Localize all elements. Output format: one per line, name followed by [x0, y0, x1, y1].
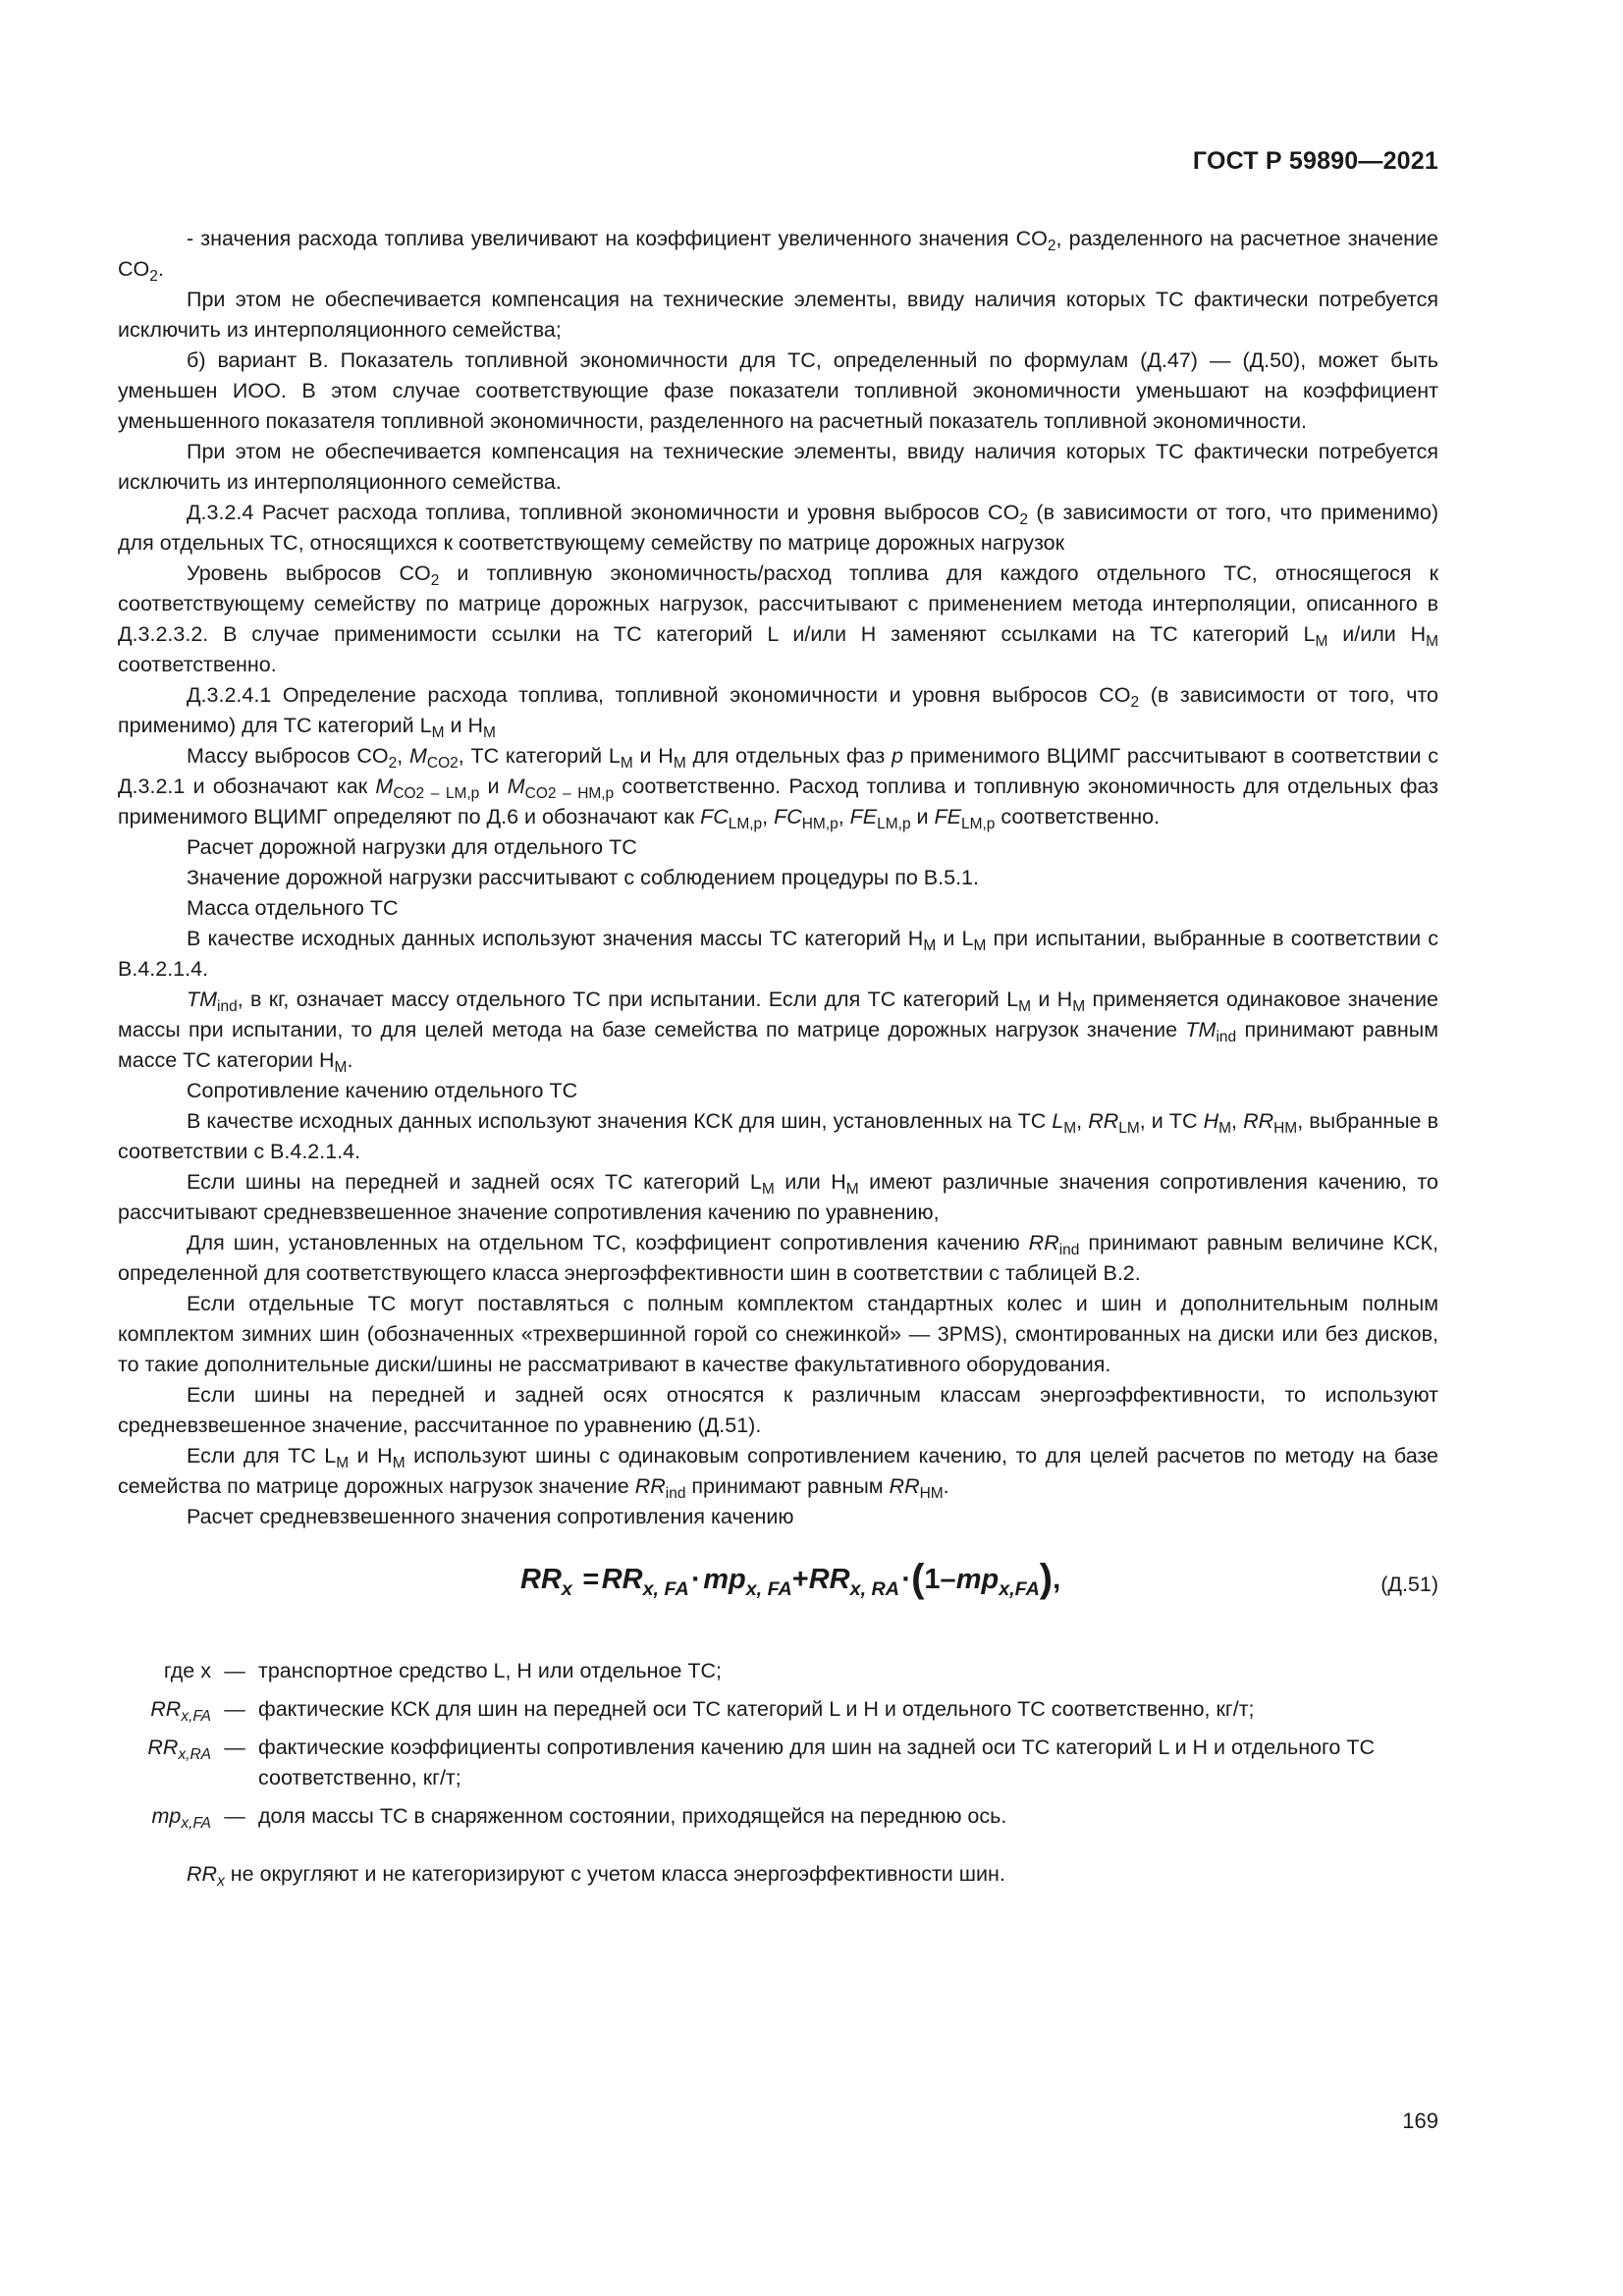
paragraph-p14: Сопротивление качению отдельного ТС — [187, 1079, 578, 1102]
definition-symbol: где x — [163, 1659, 211, 1682]
definition-symbol: $RR_{x,FA}$ — [150, 1697, 211, 1725]
definition-text: фактические коэффициенты сопротивления качению для шин на задней оси ТС категорий L и Н и отдельного ТС соответственно, кг/т; — [258, 1735, 1375, 1789]
definition-text: транспортное средство L, Н или отдельное ТС; — [258, 1659, 723, 1682]
paragraph-list — [118, 224, 1438, 1532]
definition-row — [118, 1801, 1438, 1832]
paragraph-p09: Расчет дорожной нагрузки для отдельного ТС — [187, 835, 637, 859]
definition-row — [118, 1733, 1438, 1793]
paragraph-p20: Если для ТС $L_M$ и $Н_M$ используют шины с одинаковым сопротивлением качению, то для целей расчетов по методу на базе семейства по матрице дорожных нагрузок значение $RR_{ind}$ принимают равным $RR_{НМ}$. — [118, 1444, 1438, 1502]
equation-number: (Д.51) — [1380, 1573, 1438, 1596]
formula-block — [118, 1550, 1438, 1627]
paragraph-p11: Масса отдельного ТС — [187, 896, 399, 920]
paragraph-p21: Расчет средневзвешенного значения сопротивления качению — [187, 1505, 794, 1528]
paragraph-p12: В качестве исходных данных используют значения массы ТС категорий $Н_M$ и $L_M$ при испытании, выбранные в соответствии с В.4.2.1.4. — [118, 927, 1438, 981]
document-header: ГОСТ Р 59890—2021 — [1192, 147, 1438, 175]
definition-symbol: $RR_{x,RA}$ — [147, 1735, 211, 1763]
paragraph-p01: - значения расхода топлива увеличивают на коэффициент увеличенного значения $CO_2$, разделенного на расчетное значение $CO_2$. — [118, 227, 1438, 285]
paragraph-p02: При этом не обеспечивается компенсация на технические элементы, ввиду наличия которых ТС фактически потребуется исключить из интерполяционного семейства; — [118, 288, 1438, 342]
note-paragraph: $RR_x$ не округляют и не категоризируют с учетом класса энергоэффективности шин. — [187, 1862, 1005, 1890]
definition-dash: — — [224, 1735, 245, 1759]
paragraph-p07: Д.3.2.4.1 Определение расхода топлива, топливной экономичности и уровня выбросов $CO_2$ (в зависимости от того, что применимо) для ТС категорий $L_M$ и $Н_M$ — [118, 683, 1439, 741]
paragraph-p06: Уровень выбросов $CO_2$ и топливную экономичность/расход топлива для каждого отдельного ТС, относящегося к соответствующему семейству по матрице дорожных нагрузок, рассчитывают с применением метода интерполяции, описанного в Д.3.2.3.2. В случае применимости ссылки на ТС категорий L и/или Н заменяют ссылками на ТС категорий $L_M$ и/или $Н_M$ соответственно. — [118, 561, 1438, 676]
paragraph-p03: б) вариант В. Показатель топливной экономичности для ТС, определенный по формулам (Д.47) — (Д.50), может быть уменьшен ИОО. В этом случае соответствующие фазе показатели топливной экономичности уменьшают на коэффициент уменьшенного показателя топливной экономичности, разделенного на расчетный показатель топливной экономичности. — [118, 348, 1438, 433]
definition-text: доля массы ТС в снаряженном состоянии, приходящейся на переднюю ось. — [258, 1804, 1007, 1828]
definitions-list — [118, 1656, 1438, 1832]
paragraph-p08: Массу выбросов $CO_2$, $M_{CO2}$, ТС категорий $L_M$ и $Н_M$ для отдельных фаз p применимого ВЦИМГ рассчитывают в соответствии с Д.3.2.1 и обозначают как $M_{CO2 - LM,p}$ и $M_{CO2 - НМ,p}$ соответственно. Расход топлива и топливную экономичность для отдельных фаз применимого ВЦИМГ определяют по Д.6 и обозначают как $FC_{LM,p}$, $FC_{НМ,p}$, $FE_{LM,p}$ и $FE_{LM,p}$ соответственно. — [118, 744, 1439, 832]
definition-symbol: $mp_{x,FA}$ — [151, 1804, 211, 1832]
paragraph-p04: При этом не обеспечивается компенсация на технические элементы, ввиду наличия которых ТС фактически потребуется исключить из интерполяционного семейства. — [118, 440, 1438, 494]
paragraph-p15: В качестве исходных данных используют значения КСК для шин, установленных на ТС $L_M$, $RR_{LM}$, и ТС $H_M$, $RR_{НМ}$, выбранные в соответствии с В.4.2.1.4. — [118, 1109, 1438, 1163]
paragraph-p19: Если шины на передней и задней осях относятся к различным классам энергоэффективности, то используют средневзвешенное значение, рассчитанное по уравнению (Д.51). — [118, 1383, 1438, 1437]
paragraph-p18: Если отдельные ТС могут поставляться с полным комплектом стандартных колес и шин и дополнительным полным комплектом зимних шин (обозначенных «трехвершинной горой со снежинкой» — 3PMS), смонтированных на диски или без дисков, то такие дополнительные диски/шины не рассматривают в качестве факультативного оборудования. — [118, 1292, 1438, 1376]
definition-dash: — — [224, 1659, 245, 1682]
definition-text: фактические КСК для шин на передней оси ТС категорий L и Н и отдельного ТС соответственно, кг/т; — [258, 1697, 1255, 1721]
definition-dash: — — [224, 1697, 245, 1721]
paragraph-p17: Для шин, установленных на отдельном ТС, коэффициент сопротивления качению $RR_{ind}$ принимают равным величине КСК, определенной для соответствующего класса энергоэффективности шин в соответствии с таблицей В.2. — [118, 1231, 1438, 1285]
document-body — [118, 224, 1438, 1890]
paragraph-p10: Значение дорожной нагрузки рассчитывают с соблюдением процедуры по В.5.1. — [187, 866, 979, 889]
paragraph-p05: Д.3.2.4 Расчет расхода топлива, топливной экономичности и уровня выбросов $CO_2$ (в зависимости от того, что применимо) для отдельных ТС, относящихся к соответствующему семейству по матрице дорожных нагрузок — [118, 501, 1438, 555]
definition-row — [118, 1694, 1438, 1725]
formula-d51: $RR_x$ = $RR_{x, FA}$ · $mp_{x, FA}+RR_{x, RA}$ $\cdot(1-mp_{x,FA})$, — [520, 1557, 1061, 1600]
definition-dash: — — [224, 1804, 245, 1828]
paragraph-p13: $TM_{ind}$, в кг, означает массу отдельного ТС при испытании. Если для ТС категорий $L_M$ и $Н_M$ применяется одинаковое значение массы при испытании, то для целей метода на базе семейства по матрице дорожных нагрузок значение $TM_{ind}$ принимают равным массе ТС категории $Н_M$. — [118, 988, 1439, 1076]
definition-row — [118, 1656, 1438, 1686]
page-number: 169 — [1402, 2109, 1438, 2133]
paragraph-p16: Если шины на передней и задней осях ТС категорий $L_M$ или $Н_M$ имеют различные значения сопротивления качению, то рассчитывают средневзвешенное значение сопротивления качению по уравнению, — [118, 1170, 1438, 1224]
